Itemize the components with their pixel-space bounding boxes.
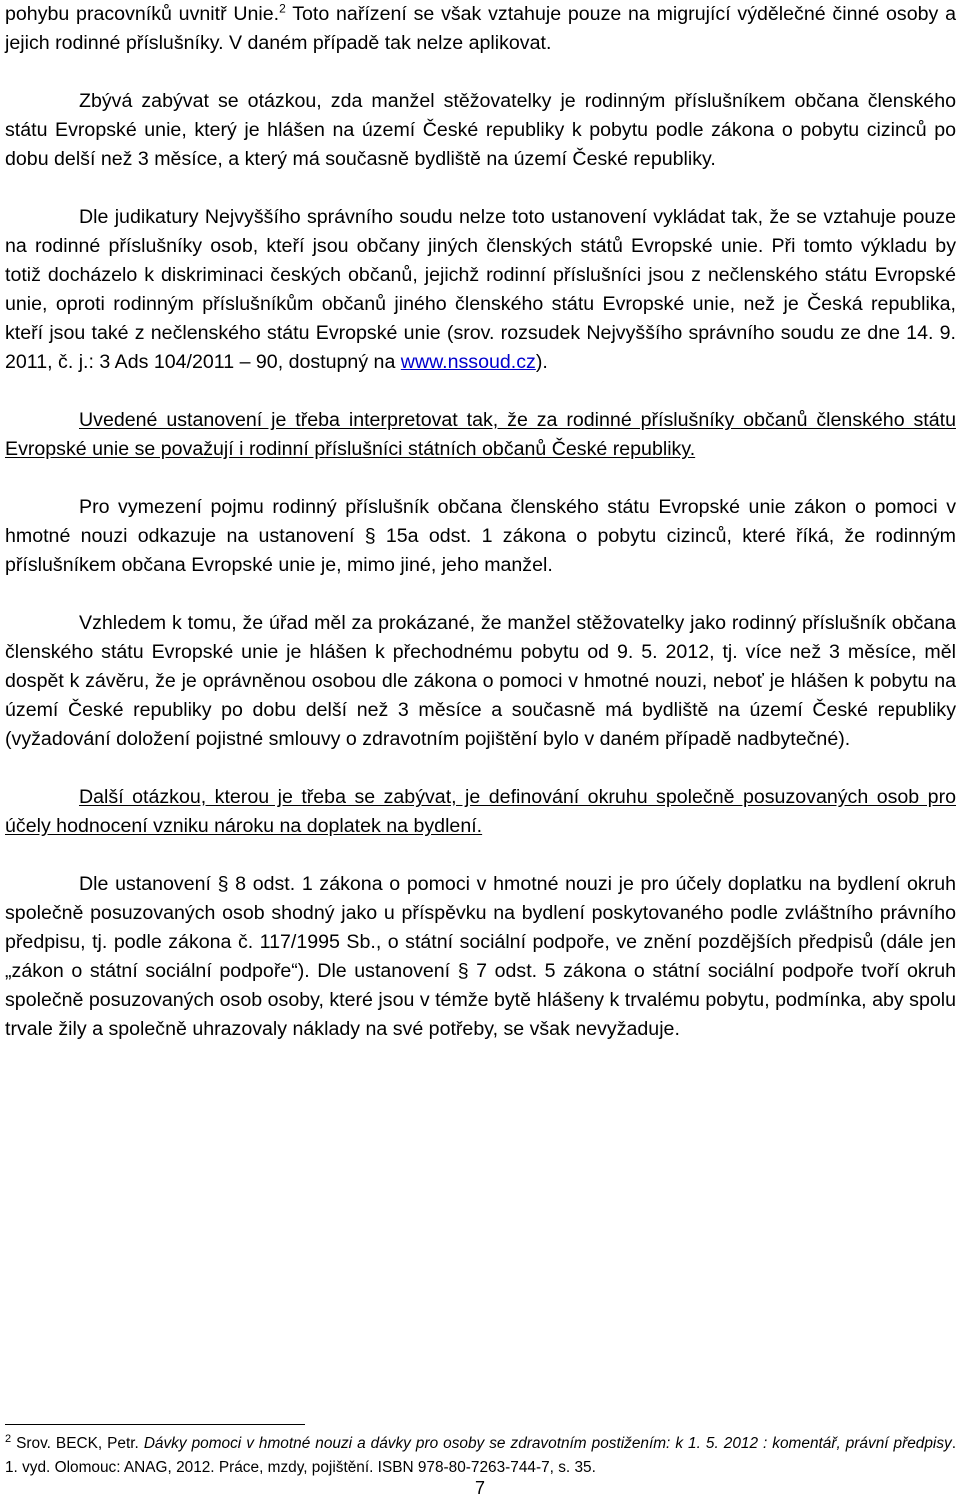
underlined-text: Další otázkou, kterou je třeba se zabývat, je definování okruhu společně posuzovaných osob pro účely hodnocení vzniku nároku na doplatek na bydlení. [5, 786, 956, 837]
paragraph-conclusion: Vzhledem k tomu, že úřad měl za prokázané, že manžel stěžovatelky jako rodinný příslušník občana členského státu Evropské unie je hlášen k přechodnému pobytu od 9. 5. 2012, tj. více než 3 měsíce, měl dospět k závěru, že je oprávněnou osobou dle zákona o pomoci v hmotné nouzi, neboť je hlášen k pobytu na území České republiky po dobu delší než 3 měsíce a současně má bydliště na území České republiky (vyžadování doložení pojistné smlouvy o zdravotním pojištění bylo v daném případě nadbytečné). [5, 612, 956, 750]
paragraph-family-member-question: Zbývá zabývat se otázkou, zda manžel stěžovatelky je rodinným příslušníkem občana členského státu Evropské unie, který je hlášen na území České republiky k pobytu podle zákona o pobytu cizinců po dobu delší než 3 měsíce, a který má současně bydliště na území České republiky. [5, 90, 956, 170]
paragraph-interpretation [5, 406, 956, 464]
nssoud-link[interactable]: www.nssoud.cz [400, 351, 536, 373]
paragraph-next-question [5, 783, 956, 841]
paragraph-text: Dle judikatury Nejvyššího správního soudu nelze toto ustanovení vykládat tak, že se vztahuje pouze na rodinné příslušníky osob, kteří jsou občany jiných členských států Evropské unie. Při tomto výkladu by totiž docházelo k diskriminaci českých občanů, jejichž rodinní příslušníci jsou z nečlenského státu Evropské unie, oproti rodinným příslušníkům občanů jiného členského státu Evropské unie, než je Česká republika, kteří jsou také z nečlenského státu Evropské unie (srov. rozsudek Nejvyššího správního soudu ze dne 14. 9. 2011, č. j.: 3 Ads 104/2011 – 90, dostupný na [5, 206, 956, 373]
footnote-title: Dávky pomoci v hmotné nouzi a dávky pro osoby se zdravotním postižením: k 1. 5. 2012 : komentář, právní předpisy [143, 1435, 952, 1452]
footnote [5, 1432, 956, 1480]
footnote-details: . 1. vyd. Olomouc: ANAG, 2012. Práce, mzdy, pojištění. ISBN 978-80-7263-744-7, s. 35. [5, 1435, 956, 1476]
underlined-text: Uvedené ustanovení je třeba interpretovat tak, že za rodinné příslušníky občanů členského státu Evropské unie se považují i rodinní příslušníci státních občanů České republiky. [5, 409, 956, 460]
footnote-separator [5, 1424, 305, 1425]
paragraph-housing-supplement: Dle ustanovení § 8 odst. 1 zákona o pomoci v hmotné nouzi je pro účely doplatku na bydlení okruh společně posuzovaných osob shodný jako u příspěvku na bydlení poskytovaného podle zvláštního právního předpisu, tj. podle zákona č. 117/1995 Sb., o státní sociální podpoře, ve znění pozdějších předpisů (dále jen „zákon o státní sociální podpoře“). Dle ustanovení § 7 odst. 5 zákona o státní sociální podpoře tvoří okruh společně posuzovaných osob osoby, které jsou v témže bytě hlášeny k trvalému pobytu, podmínka, aby spolu trvale žily a společně uhrazovaly náklady na své potřeby, se však nevyžaduje. [5, 873, 956, 1040]
paragraph-case-law [5, 203, 956, 377]
paragraph-text: ). [535, 351, 548, 373]
paragraph-definition: Pro vymezení pojmu rodinný příslušník občana členského státu Evropské unie zákon o pomoci v hmotné nouzi odkazuje na ustanovení § 15a odst. 1 zákona o pobytu cizinců, které říká, že rodinným příslušníkem občana Evropské unie je, mimo jiné, jeho manžel. [5, 496, 956, 576]
footnote-author: Srov. BECK, Petr. [11, 1435, 144, 1452]
paragraph-text: Toto nařízení se však vztahuje pouze na migrující výdělečné činné osoby a jejich rodinné příslušníky. V daném případě tak nelze aplikovat. [5, 3, 956, 54]
document-page [5, 0, 956, 1044]
footnote-reference[interactable]: 2 [279, 1, 286, 16]
footnote-number: 2 [5, 1432, 12, 1445]
paragraph-text: pohybu pracovníků uvnitř Unie. [5, 3, 280, 25]
page-number: 7 [474, 1478, 485, 1498]
paragraph-continuation [5, 0, 956, 58]
